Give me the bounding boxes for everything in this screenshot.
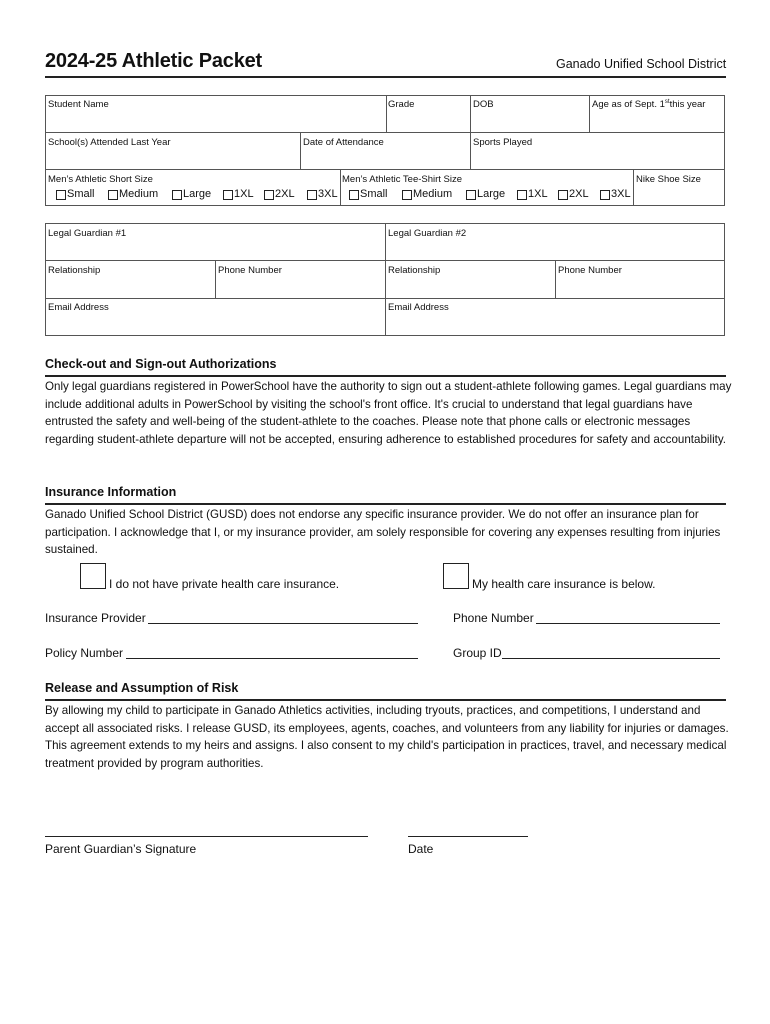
no-insurance-checkbox[interactable] [80, 563, 106, 589]
group-id-line[interactable] [502, 658, 720, 659]
release-paragraph: By allowing my child to participate in Ganado Athletics activities, including tryouts, practices, and competitions, I understand and accept all associated risks. I release GUSD, its employees, agents, coaches, and volunteers from any liability for injuries or damages. This agreement extends to my heirs and assigns. I also consent to my child's participation in practices, travel, and necessary medical treatment provided by program authorities. [45, 704, 729, 771]
short-small-checkbox[interactable] [56, 190, 66, 200]
signature-line[interactable] [45, 836, 368, 837]
guardian2-label: Legal Guardian #2 [388, 228, 467, 239]
short-1xl-label: 1XL [234, 188, 254, 200]
tee-large-label: Large [477, 188, 506, 200]
school-label: School(s) Attended Last Year [48, 137, 171, 148]
short-small-label: Small [67, 188, 95, 200]
guardian1-label: Legal Guardian #1 [48, 228, 127, 239]
group-id-label: Group ID [453, 646, 502, 660]
tee-1xl-label: 1XL [528, 188, 548, 200]
tee-2xl-checkbox[interactable] [558, 190, 568, 200]
checkout-rule [45, 375, 726, 377]
short-3xl-label: 3XL [318, 188, 338, 200]
tee-medium-label: Medium [413, 188, 453, 200]
no-insurance-label: I do not have private health care insurance. [109, 577, 340, 591]
release-rule [45, 699, 726, 701]
tee-medium-checkbox[interactable] [402, 190, 412, 200]
insurance-paragraph: Ganado Unified School District (GUSD) does not endorse any specific insurance provider. We do not offer an insurance plan for participation. I acknowledge that I, or my insurance provider, am solely responsible for covering any expenses resulting from injuries sustained. [45, 508, 721, 557]
short-size-label: Men’s Athletic Short Size [48, 174, 153, 185]
insurance-rule [45, 503, 726, 505]
guardian2-email-label: Email Address [388, 302, 449, 313]
signature-label: Parent Guardian’s Signature [45, 842, 197, 856]
guardian2-phone-label: Phone Number [558, 265, 622, 276]
insurance-phone-label: Phone Number [453, 611, 534, 625]
short-1xl-checkbox[interactable] [223, 190, 233, 200]
tee-3xl-checkbox[interactable] [600, 190, 610, 200]
attendance-label: Date of Attendance [303, 137, 384, 148]
guardian1-relationship-label: Relationship [48, 265, 101, 276]
short-medium-checkbox[interactable] [108, 190, 118, 200]
tee-large-checkbox[interactable] [466, 190, 476, 200]
insurance-phone-line[interactable] [536, 623, 720, 624]
dob-label: DOB [473, 99, 494, 110]
district-name: Ganado Unified School District [556, 57, 727, 71]
checkout-paragraph: Only legal guardians registered in PowerSchool have the authority to sign out a student-athlete following games. Legal guardians may include additional adults in PowerSchool by visiting the school's front office. It's crucial to understand that legal guardians have entrusted the safety and well-being of the student-athlete to the coaches. Please note that phone calls or electronic messages regarding student-athlete departure will not be accepted, ensuring adherence to established procedures for safety and accountability. [45, 380, 732, 447]
page-title: 2024-25 Athletic Packet [45, 50, 263, 72]
insurance-provider-label: Insurance Provider [45, 611, 146, 625]
short-2xl-checkbox[interactable] [264, 190, 274, 200]
release-heading: Release and Assumption of Risk [45, 681, 239, 695]
date-line[interactable] [408, 836, 528, 837]
tee-3xl-label: 3XL [611, 188, 631, 200]
has-insurance-checkbox[interactable] [443, 563, 469, 589]
guardian1-phone-label: Phone Number [218, 265, 282, 276]
policy-number-label: Policy Number [45, 646, 124, 660]
date-label: Date [408, 842, 434, 856]
guardian2-relationship-label: Relationship [388, 265, 441, 276]
tee-small-label: Small [360, 188, 388, 200]
tee-small-checkbox[interactable] [349, 190, 359, 200]
short-large-label: Large [183, 188, 212, 200]
has-insurance-label: My health care insurance is below. [472, 577, 656, 591]
tee-2xl-label: 2XL [569, 188, 589, 200]
insurance-heading: Insurance Information [45, 485, 177, 499]
tee-1xl-checkbox[interactable] [517, 190, 527, 200]
short-2xl-label: 2XL [275, 188, 295, 200]
header-rule [45, 76, 726, 78]
sports-label: Sports Played [473, 137, 533, 148]
student-name-label: Student Name [48, 99, 109, 110]
shoe-size-label: Nike Shoe Size [636, 174, 701, 185]
tee-size-label: Men’s Athletic Tee-Shirt Size [342, 174, 463, 185]
short-3xl-checkbox[interactable] [307, 190, 317, 200]
insurance-provider-line[interactable] [148, 623, 418, 624]
short-large-checkbox[interactable] [172, 190, 182, 200]
age-label: Age as of Sept. 1stthis year [592, 99, 706, 111]
checkout-heading: Check-out and Sign-out Authorizations [45, 357, 277, 371]
grade-label: Grade [388, 99, 415, 110]
policy-number-line[interactable] [126, 658, 418, 659]
guardian1-email-label: Email Address [48, 302, 109, 313]
short-medium-label: Medium [119, 188, 159, 200]
